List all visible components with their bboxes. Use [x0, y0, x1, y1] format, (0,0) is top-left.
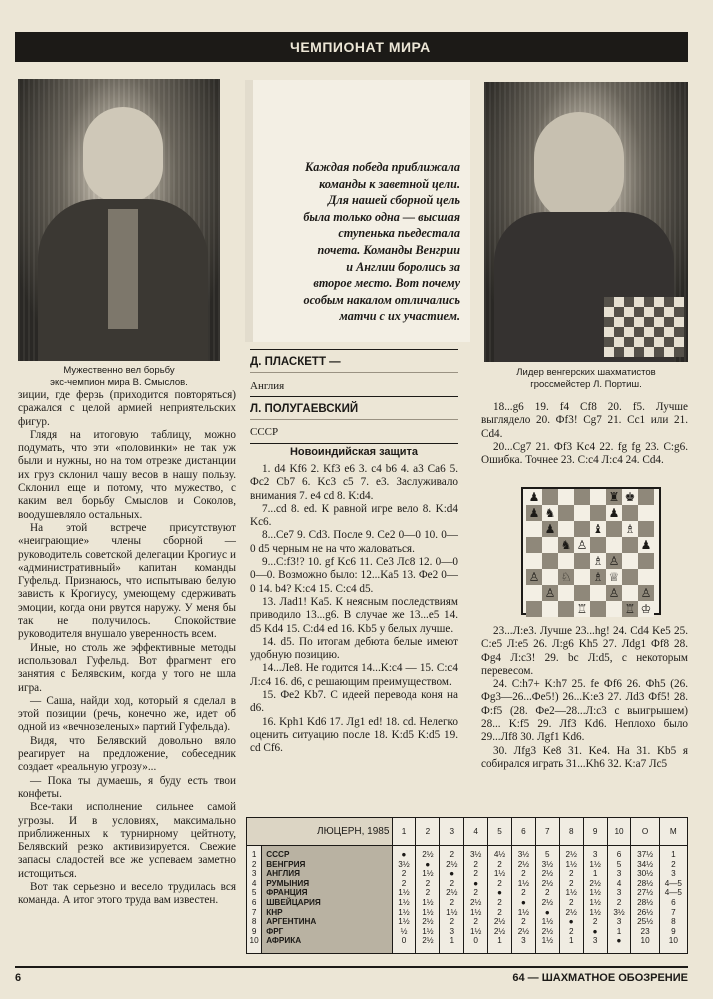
intro-line: была только одна — высшая — [303, 209, 460, 224]
col-header: 7 — [535, 818, 559, 846]
board-square — [590, 489, 606, 505]
move-paragraph: 7...cd 8. ed. К равной игре вело 8. K:d4 Kc6. — [250, 502, 458, 529]
board-square — [574, 569, 590, 585]
board-square — [542, 553, 558, 569]
team-name: ВЕНГРИЯ — [266, 859, 306, 869]
board-square — [542, 601, 558, 617]
col-header: 9 — [583, 818, 607, 846]
team-name: АРГЕНТИНА — [266, 917, 317, 927]
board-square — [590, 601, 606, 617]
board-square — [606, 521, 622, 537]
paragraph: Глядя на итоговую таблицу, можно подумать, что эти «половинки» не так уж были и нужны, но на том отрезке дистанции их груз склонил чашу весов в нашу пользу. Склонил еще и потому, что мужество, с каким вел борьбу Смыслов и Соколов, воодушевляло остальных. — [18, 428, 236, 521]
opening-name: Новоиндийская защита — [289, 446, 419, 458]
chess-diagram — [521, 487, 661, 615]
board-square — [558, 585, 574, 601]
board-square — [558, 489, 574, 505]
paragraph: — Саша, найди ход, который я сделал в этой позиции (речь, конечно же, идет об одной из «вечнозеленых» партий Гуфельда). — [18, 694, 236, 734]
intro-box — [245, 80, 470, 342]
col-header: 3 — [440, 818, 464, 846]
portisch-photo — [484, 82, 688, 362]
paragraph: Вот так серьезно и весело трудилась вся команда. А итог этого труда вам известен. — [18, 880, 236, 907]
left-photo-caption — [18, 365, 220, 389]
chess-piece: ♗ — [592, 554, 604, 568]
divider — [250, 419, 458, 420]
points-column: 37½ 34½ 30½ 28½ 27½ 28½ 26½ 25½ 23 10 — [631, 846, 659, 954]
board-square — [638, 489, 654, 505]
board-square — [526, 537, 542, 553]
intro-line: почета. Команды Венгрии — [317, 242, 460, 257]
move-paragraph: 8...Ce7 9. Cd3. После 9. Ce2 0—0 10. 0—0 d5 черным не на что жаловаться. — [250, 529, 458, 555]
intro-line: и Англии боролись за — [346, 259, 460, 274]
score-column: 3 1½ 1 2½ 1½ 1½ 1½ 2 ● 3 — [583, 846, 607, 954]
board-square — [638, 553, 654, 569]
move-paragraph: 14. d5. По итогам дебюта белые имеют удобную позицию. — [250, 635, 458, 662]
move-paragraph: 13. Лad1! Ka5. К неясным последствиям приводило 13...g6. В случае же 13...e5 14. d5 Kd4 15. C:d4 ed 16. Kb5 у белых лучше. — [250, 595, 458, 635]
header-bar — [15, 32, 688, 62]
header-title: ЧЕМПИОНАТ МИРА — [290, 39, 431, 55]
board-square — [590, 505, 606, 521]
board-square — [542, 569, 558, 585]
smyslov-photo — [18, 79, 220, 361]
chess-piece: ♟ — [544, 522, 556, 536]
paragraph: Иные, но столь же эффективные методы использовал Гуфельд. Вот фрагмент его занятия с Белявским, когда у того не шла игра. — [18, 641, 236, 694]
caption-line: Мужественно вел борьбу — [63, 365, 175, 376]
team-name: РУМЫНИЯ — [266, 878, 310, 888]
chess-piece: ♟ — [528, 506, 540, 520]
move-paragraph: 9...C:f3!? 10. gf Kc6 11. Ce3 Лc8 12. 0—0 0—0. Возможно было: 12...Ka5 13. Фe2 0—0 14. b4? K:c4 15. C:c4 d5. — [250, 556, 458, 595]
col-header: 2 — [416, 818, 440, 846]
paragraph: зиции, где ферзь (приходится повторяться) сражался с целой армией неприятельских фигур. — [18, 389, 236, 428]
board-square — [526, 601, 542, 617]
chess-piece: ♙ — [608, 554, 620, 568]
crosstable — [246, 817, 688, 954]
place-column: 1 2 3 4—5 4—5 6 7 8 9 10 — [659, 846, 687, 954]
chess-piece: ♚ — [624, 490, 636, 504]
crosstable-title: ЛЮЦЕРН, 1985 — [247, 818, 393, 846]
chess-piece: ♗ — [624, 522, 636, 536]
chess-board — [526, 489, 654, 617]
col-header: 8 — [559, 818, 583, 846]
score-column: ● 3½ 2 2 1½ 1½ 1½ 1½ ½ 0 — [392, 846, 416, 954]
board-square — [606, 601, 622, 617]
journal-name: 64 — ШАХМАТНОЕ ОБОЗРЕНИЕ — [512, 972, 688, 984]
row-numbers: 1 2 3 4 5 6 7 8 9 10 — [247, 846, 262, 954]
chess-piece: ♟ — [608, 506, 620, 520]
white-player: Д. ПЛАСКЕТТ — — [250, 356, 341, 368]
chess-piece: ♙ — [608, 586, 620, 600]
col-header: 1 — [392, 818, 416, 846]
board-square — [638, 505, 654, 521]
board-square — [622, 553, 638, 569]
move-paragraph: 23...Л:e3. Лучше 23...hg! 24. Cd4 Ke5 25. C:e5 Л:e5 26. Л:g6 Kh5 27. Лdg1 Фf8 28. Фg4 Л:c3! 29. bc Л:d5, с некоторым перевесом. — [481, 625, 688, 677]
board-square — [542, 537, 558, 553]
footer-rule — [15, 966, 688, 968]
board-square — [590, 585, 606, 601]
board-square — [526, 553, 542, 569]
intro-line: второе место. Вот почему — [313, 276, 460, 291]
col-header: О — [631, 818, 659, 846]
chess-piece: ♞ — [544, 506, 556, 520]
board-square — [638, 569, 654, 585]
chess-piece: ♙ — [576, 538, 588, 552]
col-header: 6 — [512, 818, 536, 846]
chess-piece: ♟ — [528, 490, 540, 504]
chess-piece: ♖ — [576, 602, 588, 616]
team-name: ФРГ — [266, 926, 284, 936]
team-name: КНР — [266, 907, 283, 917]
board-square — [542, 489, 558, 505]
score-column: 3½ 2½ 2 1½ 2 ● 1½ 2 2½ 3 — [512, 846, 536, 954]
chess-piece: ♞ — [560, 538, 572, 552]
paragraph: Все-таки исполнение сильнее самой угрозы. И в условиях, максимально приближенных к турнирному цейтноту, Белявский резко активизируется. Свежие запасы сладостей все же успеваем заметно истощиться. — [18, 801, 236, 880]
intro-line: Для нашей сборной цель — [328, 193, 460, 208]
board-square — [574, 521, 590, 537]
game-moves-column-3b — [481, 625, 688, 771]
board-square — [574, 585, 590, 601]
paragraph: На этой встрече присутствуют «неиграющие» члены сборной — руководитель советской делегации Крогиус и «административный» капитан команды Гуфельд. Признаюсь, что испытываю белую зависть к Крогиусу, умеющему сдерживать эмоции, когда они рвутся наружу. У меня бы так не получилось. Спокойствие руководителя внушало уверенность всем. — [18, 521, 236, 641]
score-column: 6 5 3 4 3 2 3½ 3 1 ● — [607, 846, 631, 954]
chess-piece: ♙ — [528, 570, 540, 584]
move-paragraph: 18...g6 19. f4 Cf8 20. f5. Лучше выглядело 20. Фf3! Cg7 21. Cc1 или 21. Cd4. — [481, 401, 688, 440]
move-paragraph: 1. d4 Kf6 2. Kf3 e6 3. c4 b6 4. a3 Ca6 5. Фc2 Cb7 6. Kc3 c5 7. e3. Заслуживало внимания 7. e4 cd 8. K:d4. — [250, 463, 458, 502]
chess-piece: ♟ — [640, 538, 652, 552]
intro-line: команды к заветной цели. — [319, 176, 460, 191]
score-column: 5 3½ 2½ 2½ 2 2½ ● 1½ 2½ 1½ — [535, 846, 559, 954]
board-square — [622, 569, 638, 585]
score-column: 4½ 2 1½ 2 ● 2 2 2½ 2½ 1 — [488, 846, 512, 954]
move-paragraph: 30. Лfg3 Ke8 31. Ke4. На 31. Kb5 я собирался играть 31...Kh6 32. K:a7 Лc5 — [481, 744, 688, 770]
col-header: 4 — [464, 818, 488, 846]
crosstable-grid — [246, 817, 688, 954]
intro-line: ступенька пьедестала — [338, 226, 460, 241]
score-column: 2 2½ ● 2 2½ 2 1½ 2 3 1 — [440, 846, 464, 954]
black-country: СССР — [250, 426, 279, 438]
team-name: СССР — [266, 850, 290, 859]
board-square — [590, 537, 606, 553]
game-moves-column — [250, 463, 458, 756]
score-column: 3½ 2 2 ● 2 2½ 1½ 2 1½ 0 — [464, 846, 488, 954]
intro-text — [250, 159, 460, 325]
chess-piece: ♗ — [592, 570, 604, 584]
move-paragraph: 20...Cg7 21. Фf3 Kc4 22. fg fg 23. C:g6. Ошибка. Точнее 23. C:c4 Л:c4 24. Cd4. — [481, 440, 688, 467]
team-name: АНГЛИЯ — [266, 869, 300, 879]
divider — [250, 443, 458, 444]
team-names — [262, 846, 392, 954]
team-name: ШВЕЙЦАРИЯ — [266, 897, 321, 907]
page-number: 6 — [15, 972, 22, 984]
caption-line: экс-чемпион мира В. Смыслов. — [50, 377, 188, 388]
chess-piece: ♙ — [544, 586, 556, 600]
black-player: Л. ПОЛУГАЕВСКИЙ — [250, 403, 359, 415]
chess-piece: ♕ — [608, 570, 620, 584]
col-header: 5 — [488, 818, 512, 846]
intro-line: матчи с их участием. — [339, 309, 460, 324]
move-paragraph: 24. C:h7+ K:h7 25. fe Фf6 26. Фh5 (26. Фg3—26...Фe5!) 26...K:e3 27. Лd3 Фf5! 28. Ф:f5 (28. Фe2—28...Л:c3 с выигрышем) 28... K:f5 29. Лf3 Kd6. Неплохо было 29...Лf8 30. Лgf1 Kd6. — [481, 678, 688, 744]
move-paragraph: 14...Лe8. Не годится 14...K:c4 — 15. C:c4 Л:c4 16. d6, с решающим преимуществом. — [250, 662, 458, 688]
chess-piece: ♝ — [592, 522, 604, 536]
team-name: АФРИКА — [266, 936, 302, 946]
board-square — [622, 537, 638, 553]
board-square — [558, 521, 574, 537]
paragraph: — Пока ты думаешь, я буду есть твои конфеты. — [18, 774, 236, 800]
divider — [250, 372, 458, 373]
move-paragraph: 16. Kph1 Kd6 17. Лg1 ed! 18. cd. Нелегко оценить ситуацию после 18. K:d5 K:d5 19. cd Cf6. — [250, 715, 458, 755]
score-column: 2½ ● 1½ 2 2 1½ 1½ 2½ 1½ 2½ — [416, 846, 440, 954]
board-square — [558, 601, 574, 617]
board-square — [558, 553, 574, 569]
col-header: М — [659, 818, 687, 846]
chess-piece: ♜ — [608, 490, 620, 504]
board-square — [574, 505, 590, 521]
board-square — [526, 521, 542, 537]
board-square — [622, 505, 638, 521]
board-square — [638, 521, 654, 537]
intro-line: Каждая победа приближала — [304, 160, 460, 174]
right-photo-caption — [484, 367, 688, 391]
board-square — [526, 585, 542, 601]
divider — [250, 396, 458, 397]
chess-piece: ♖ — [624, 602, 636, 616]
team-name: ФРАНЦИЯ — [266, 888, 308, 898]
white-country: Англия — [250, 380, 285, 392]
board-square — [574, 489, 590, 505]
divider — [250, 349, 458, 350]
col-header: 10 — [607, 818, 631, 846]
score-column: 2½ 1½ 2 2 1½ 2 2½ ● 2 1 — [559, 846, 583, 954]
game-moves-column-3a — [481, 401, 688, 467]
caption-line: Лидер венгерских шахматистов — [516, 367, 656, 378]
board-square — [606, 537, 622, 553]
move-paragraph: 15. Фe2 Kb7. С идеей перевода коня на d6. — [250, 689, 458, 715]
paragraph: Видя, что Белявский довольно вяло реагирует на предложение, собеседник создает «реальную угрозу»... — [18, 734, 236, 774]
article-column-1 — [18, 389, 236, 908]
caption-line: гроссмейстер Л. Портиш. — [530, 379, 642, 390]
chess-piece: ♘ — [560, 570, 572, 584]
chess-piece: ♔ — [640, 602, 652, 616]
board-square — [558, 505, 574, 521]
board-square — [574, 553, 590, 569]
board-square — [622, 585, 638, 601]
intro-line: особым накалом отличались — [303, 292, 460, 307]
chess-piece: ♙ — [640, 586, 652, 600]
